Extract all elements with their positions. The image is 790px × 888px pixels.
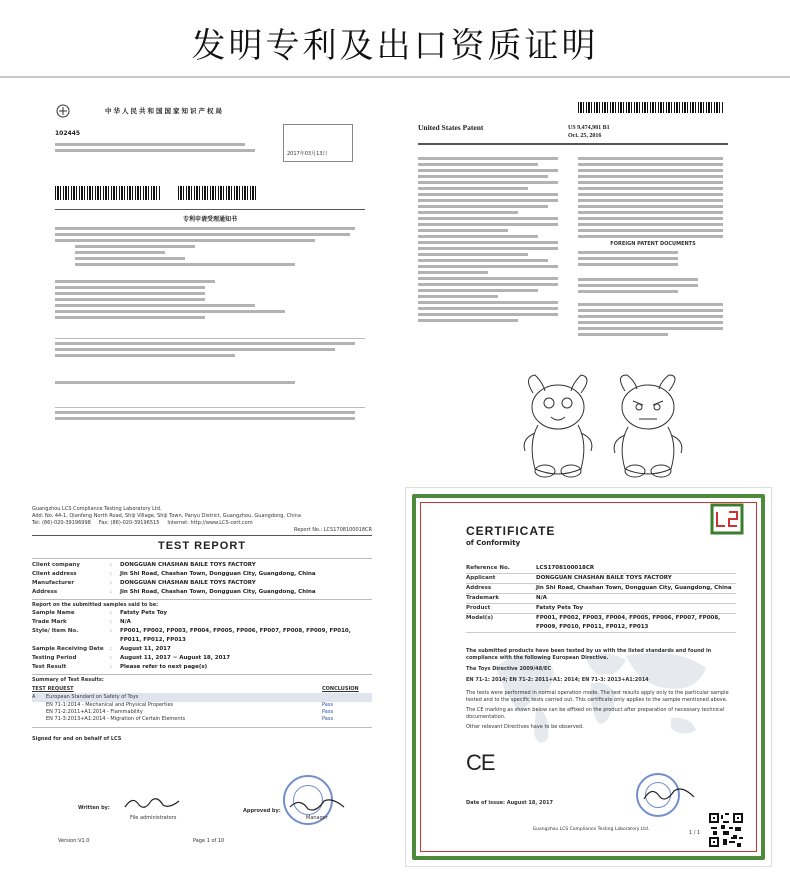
summary-title: Summary of Test Results:	[32, 677, 104, 683]
cert-title: CERTIFICATE	[466, 524, 556, 538]
cn-patent-document	[55, 100, 365, 460]
signed-line: Signed for and on behalf of LCS	[32, 736, 122, 742]
written-by: Written by:	[78, 805, 110, 811]
title-divider	[0, 76, 790, 78]
cert-note2: The CE marking as shown below can be affixed on the product after preparation of necessary technical documentation.	[466, 707, 725, 720]
cert-standards: EN 71-1: 2014; EN 71-2: 2011+A1: 2014; EN 71-3: 2013+A1:2014	[466, 677, 649, 683]
cn-header: 中华人民共和国国家知识产权局	[105, 107, 224, 115]
cn-notice-title: 专利申请受理通知书	[182, 216, 237, 223]
written-signature	[123, 793, 183, 813]
cert-footer: Guangzhou LCS Compliance Testing Laboratory Ltd.	[532, 827, 650, 832]
us-patent-no: US 9,474,981 B1	[568, 125, 610, 131]
us-date: Oct. 25, 2016	[568, 133, 602, 139]
cert-page: 1 / 1	[689, 830, 701, 836]
lab-tel: Tel: (86)-020-39196998	[32, 520, 91, 526]
cn-date-stamp: 2017年03月13日	[287, 151, 328, 157]
sipo-logo	[55, 104, 71, 118]
barcode-2	[178, 186, 258, 200]
lab-internet: Internet: http://www.LCS-cert.com	[167, 520, 253, 526]
certificate-document: CERTIFICATE of Conformity Reference No. LCS1708100018CR Applicant DONGGUAN CHASHAN BAILE TOYS FACTORY Address Jin Shi Road, Chashan Town, Dongguan City, Guangdong, China Trademark N/A Product Fatsty Pets Toy Model(s) FP001, FP002, FP003, FP004, FP005, FP006, FP007, FP008, FP009, FP010, FP011, FP012, FP013 The submitted products have been tested by us with the listed standards and found in compliance with the following European Directive. The Toys Directive 2009/48/EC EN 71-1: 2014; EN 71-2: 2011+A1: 2014; EN 71-3: 2013+A1:2014 The tests were performed in normal operation mode. The test results apply only to the particular sample tested and to the specific tests carried out. This certificate only applies to the sample mentioned above. The CE marking as shown below can be affixed on the product after preparation of necessary technical documentation. Other relevant Directives have to be observed. CE Date of issue: August 18, 2017 Guangzhou LCS Compliance Testing Laboratory Ltd. 1 / 1	[405, 487, 772, 867]
us-title: United States Patent	[418, 123, 484, 132]
approved-signature	[288, 795, 348, 815]
col-conclusion: CONCLUSION	[322, 686, 359, 692]
lab-address: Add: No. 44-1, Qianfeng North Road, Shiji Village, Shiji Town, Panyu District, Guangzhou, Guangdong, China	[32, 513, 301, 519]
lab-name: Guangzhou LCS Compliance Testing Laboratory Ltd.	[32, 506, 162, 512]
barcode-1	[55, 186, 160, 200]
file-admin: File administrators	[130, 815, 177, 821]
cert-statement: The submitted products have been tested by us with the listed standards and found in compliance with the following European Directive.	[466, 648, 712, 661]
test-report-document: Guangzhou LCS Compliance Testing Laboratory Ltd. Add: No. 44-1, Qianfeng North Road, Shiji Village, Shiji Town, Panyu District, Guangzhou, Guangdong, China Tel: (86)-020-39196998 Fax: (86)-020-39196515 Internet: http://www.LCS-cert.com Report No.: LCS1708100018CR TEST REPORT Client company : DONGGUAN CHASHAN BAILE TOYS FACTORY Client address : Jin Shi Road, Chashan Town, Dongguan City, Guangdong, China Manufacturer : DONGGUAN CHASHAN BAILE TOYS FACTORY Address : Jin Shi Road, Chashan Town, Dongguan City, Guangdong, China Report on the submitted samples said to be: Sample Name : Fatsty Pets Toy Trade Mark : N/A Style/ Item No. : FP001, FP002, FP003, FP004, FP005, FP006, FP007, FP008, FP009, FP010, FP011, FP012, FP013 Sample Receiving Date : August 11, 2017 Testing Period : August 11, 2017 ~ August 18, 2017 Test Result : Please refer to next page(s) Summary of Test Results: TEST REQUEST CONCLUSION A European Standard on Safety of Toys EN 71-1:2014 - Mechanical and Physical Properties Pass EN 71-2:2011+A1:2014 - Flammability Pass EN 71-3:2013+A1:2014 - Migration of Certain Elements Pass Signed for and on behalf of LCS Written by: File administrators Approved by: Manager Version:V1.0 Page 1 of 10	[18, 490, 388, 862]
cert-issue-date: Date of issue: August 18, 2017	[466, 800, 553, 806]
ce-mark: CE	[466, 750, 495, 775]
cert-note3: Other relevant Directives have to be observed.	[466, 724, 584, 730]
col-test-request: TEST REQUEST	[32, 686, 74, 692]
cert-signature	[642, 783, 697, 805]
us-barcode	[578, 102, 723, 113]
lab-fax: Fax: (86)-020-39196515	[98, 520, 160, 526]
page-title: 发明专利及出口资质证明	[191, 26, 599, 66]
us-patent-document	[418, 98, 728, 486]
report-page: Page 1 of 10	[193, 838, 225, 844]
report-version: Version:V1.0	[58, 838, 90, 844]
report-no: Report No.: LCS1708100018CR	[294, 527, 372, 533]
cert-directive: The Toys Directive 2009/48/EC	[466, 666, 552, 672]
cert-note1: The tests were performed in normal operation mode. The test results apply only to the particular sample tested and to the specific tests carried out. This certificate only applies to the sample mentioned above.	[466, 690, 729, 703]
report-heading: TEST REPORT	[157, 540, 246, 552]
approved-by: Approved by:	[243, 808, 281, 814]
lcs-logo	[709, 502, 747, 538]
toy-drawing-angle	[603, 373, 693, 481]
qr-code	[709, 813, 743, 847]
cn-number: 102445	[55, 130, 81, 137]
toy-drawing-front	[513, 373, 603, 481]
cert-subtitle: of Conformity	[466, 539, 521, 547]
us-foreign-docs: FOREIGN PATENT DOCUMENTS	[610, 241, 696, 247]
submitted-note: Report on the submitted samples said to be:	[32, 602, 159, 608]
manager-label: Manager	[306, 815, 328, 821]
